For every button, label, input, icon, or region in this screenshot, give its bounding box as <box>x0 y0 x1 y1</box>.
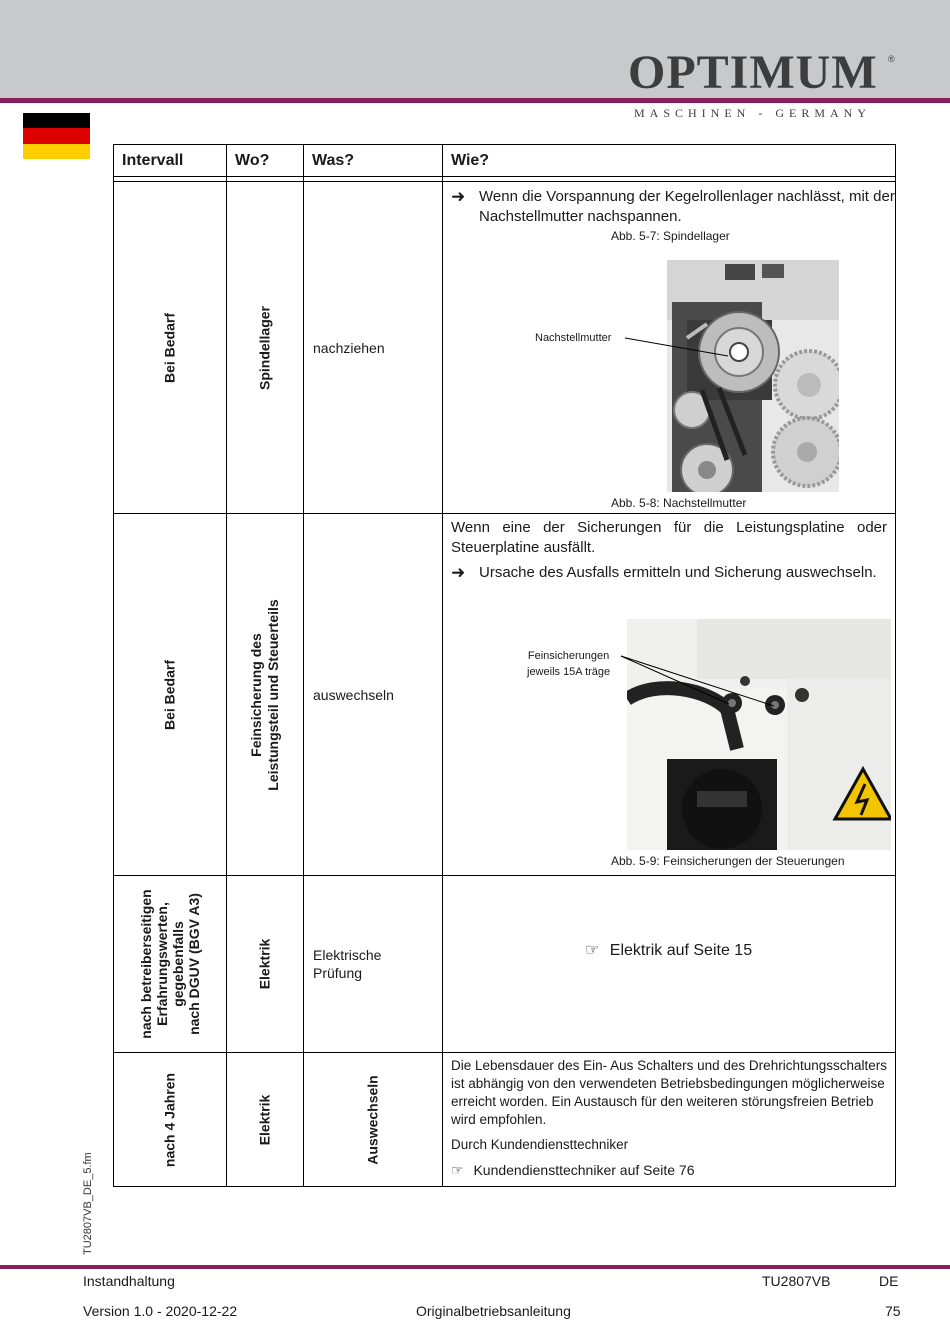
instruction-text: Ursache des Ausfalls ermitteln und Sicherung auswechseln. <box>479 564 877 581</box>
header-wo: Wo? <box>227 145 304 177</box>
table-row <box>114 514 896 876</box>
callout-label: Nachstellmutter <box>535 332 612 344</box>
wo-line-1: Feinsicherung des <box>248 632 264 757</box>
file-name-label: TU2807VB_DE_5.fm <box>82 1152 94 1255</box>
figure-caption: Abb. 5-7: Spindellager <box>611 229 730 243</box>
footer-page-number: 75 <box>885 1303 901 1319</box>
wo-text <box>248 599 282 790</box>
wo-cell <box>227 182 304 514</box>
wo-text: Elektrik <box>256 1094 273 1145</box>
footer-language: DE <box>879 1273 899 1289</box>
intervall-line: Erfahrungswerten, <box>154 902 170 1026</box>
footer-accent-line <box>0 1265 950 1269</box>
wo-cell <box>227 514 304 876</box>
callout-line-1: Feinsicherungen <box>527 650 610 662</box>
arrow-right-icon: ➜ <box>451 187 466 206</box>
pointing-hand-icon: ☞ <box>451 1162 464 1178</box>
was-cell <box>304 876 443 1053</box>
was-line-2: Prüfung <box>313 965 363 981</box>
german-flag-icon <box>23 113 90 159</box>
intervall-text: Bei Bedarf <box>161 659 178 730</box>
wie-cell <box>443 876 896 1053</box>
description-text: Wenn eine der Sicherungen für die Leistungsplatine oder Steuerplatine ausfällt. <box>451 519 887 556</box>
callout-leader-line <box>623 334 743 374</box>
table-row <box>114 876 896 1053</box>
was-text: Auswechseln <box>364 1074 381 1165</box>
was-cell: nachziehen <box>304 182 443 514</box>
footer-document: Originalbetriebsanleitung <box>416 1303 571 1319</box>
intervall-line: gegebenfalls <box>170 921 186 1007</box>
footer-section: Instandhaltung <box>83 1273 175 1289</box>
logo-registered-mark: ® <box>888 54 895 64</box>
instruction-text: Wenn die Vorspannung der Kegelrollenlager nachlässt, mit der Nachstellmutter nachspannen. <box>479 188 895 225</box>
instruction-step <box>443 187 895 227</box>
logo-main-text: OPTIMUM <box>628 46 878 99</box>
table-row <box>114 182 896 514</box>
cross-reference-link[interactable] <box>443 1161 895 1179</box>
wie-cell <box>443 514 896 876</box>
callout-label <box>527 648 610 680</box>
spindle-bearing-image <box>627 260 839 492</box>
instruction-step <box>443 563 895 583</box>
footer-version: Version 1.0 - 2020-12-22 <box>83 1303 238 1319</box>
wie-cell <box>443 1053 896 1187</box>
callout-leader-lines <box>619 652 799 712</box>
table-row <box>114 1053 896 1187</box>
intervall-line: nach betreiberseitigen <box>138 889 154 1039</box>
wo-line-2: Leistungsteil und Steuerteils <box>265 598 281 791</box>
optimum-logo <box>628 48 898 123</box>
intervall-text: nach 4 Jahren <box>161 1072 178 1167</box>
description-text: Die Lebensdauer des Ein- Aus Schalters und des Drehrichtungsschalters ist abhängig von den verwendeten Betriebsbedingungen möglicherweise erreicht worden. Ein Austausch für den weiteren störungsfreien Betrieb wird empfohlen. <box>451 1058 887 1127</box>
wo-cell <box>227 1053 304 1187</box>
maintenance-table <box>113 144 896 1187</box>
wo-text: Elektrik <box>256 938 273 990</box>
logo-subtitle: MASCHINEN - GERMANY <box>634 106 872 120</box>
footer-model: TU2807VB <box>762 1273 831 1289</box>
intervall-cell <box>114 182 227 514</box>
intervall-cell <box>114 1053 227 1187</box>
table-header-row <box>114 145 896 177</box>
wo-cell <box>227 876 304 1053</box>
was-line-1: Elektrische <box>313 947 382 963</box>
intervall-cell <box>114 514 227 876</box>
callout-line-2: jeweils 15A träge <box>527 666 611 678</box>
service-note: Durch Kundendiensttechniker <box>451 1137 629 1152</box>
pointing-hand-icon: ☞ <box>585 942 600 959</box>
figure-caption: Abb. 5-8: Nachstellmutter <box>611 496 747 510</box>
cross-reference-link[interactable] <box>585 940 752 960</box>
header-wie: Wie? <box>443 145 896 177</box>
cross-reference-text: Kundendiensttechniker auf Seite 76 <box>473 1162 695 1178</box>
intervall-cell <box>114 876 227 1053</box>
header-intervall: Intervall <box>114 145 227 177</box>
cross-reference-text: Elektrik auf Seite 15 <box>609 942 753 959</box>
figure-caption: Abb. 5-9: Feinsicherungen der Steuerungen <box>611 854 845 868</box>
header-was: Was? <box>304 145 443 177</box>
intervall-text <box>138 889 202 1038</box>
arrow-right-icon: ➜ <box>451 563 466 582</box>
was-cell: auswechseln <box>304 514 443 876</box>
wo-text: Spindellager <box>256 305 273 390</box>
intervall-text: Bei Bedarf <box>161 312 178 383</box>
intervall-line: nach DGUV (BGV A3) <box>186 893 202 1035</box>
wie-cell <box>443 182 896 514</box>
was-cell <box>304 1053 443 1187</box>
